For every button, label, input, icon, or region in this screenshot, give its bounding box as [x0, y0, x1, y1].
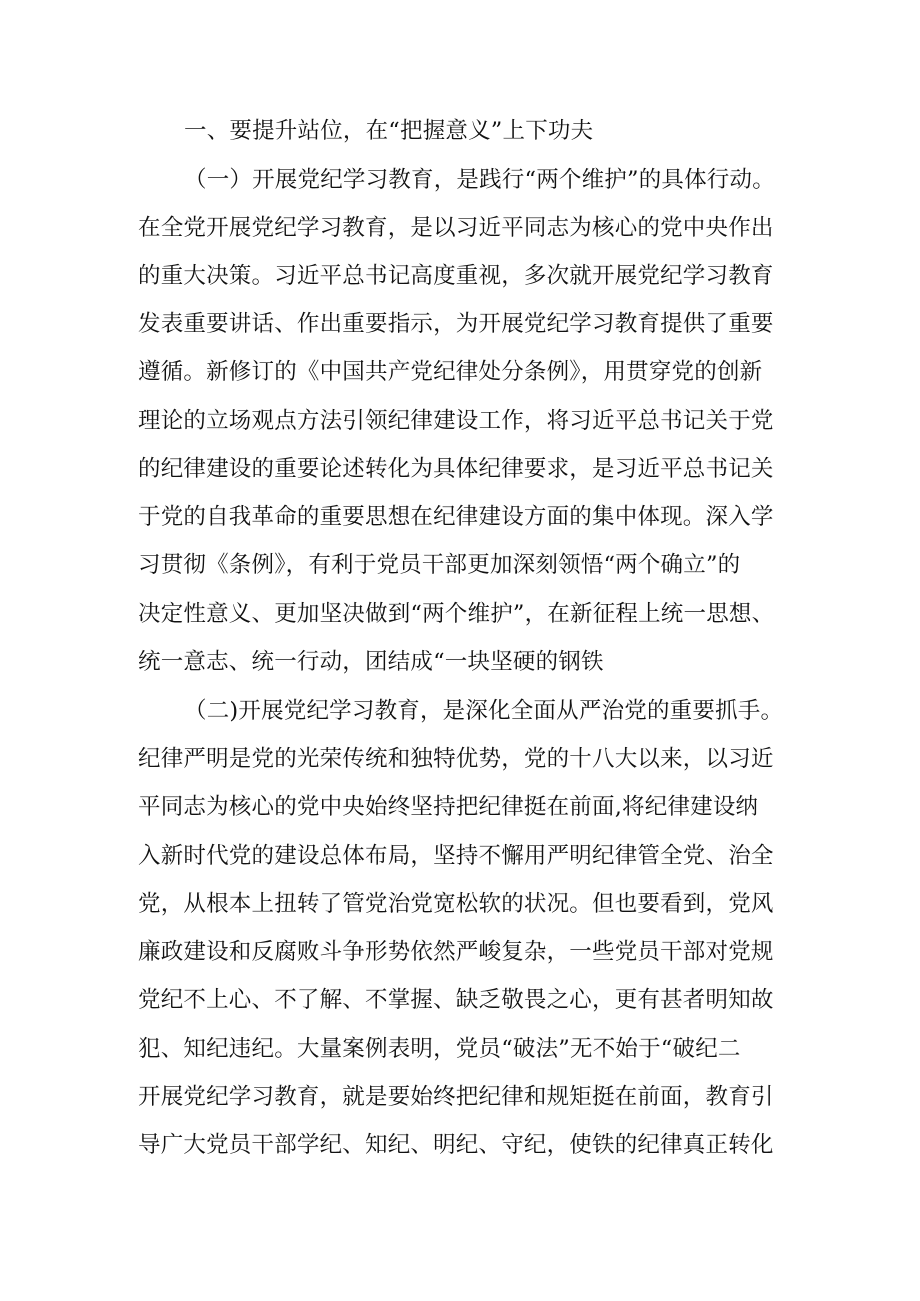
- paragraph-1-line-4: 发表重要讲话、作出重要指示，为开展党纪学习教育提供了重要: [138, 311, 774, 337]
- paragraph-2-line-7: 党纪不上心、不了解、不掌握、缺乏敬畏之心，更有甚者明知故: [138, 987, 774, 1013]
- paragraph-1-line-1: （一）开展党纪学习教育，是践行“两个维护”的具体行动。: [184, 167, 775, 193]
- paragraph-2-line-8: 犯、知纪违纪。大量案例表明，党员“破法”无不始于“破纪二: [138, 1036, 741, 1062]
- paragraph-1-line-10: 决定性意义、更加坚决做到“两个维护”，在新征程上统一思想、: [138, 601, 775, 627]
- paragraph-2-line-2: 纪律严明是党的光荣传统和独特优势，党的十八大以来，以习近: [138, 746, 774, 772]
- paragraph-2-line-4: 入新时代党的建设总体布局，坚持不懈用严明纪律管全党、治全: [138, 843, 774, 869]
- paragraph-2-line-10: 导广大党员干部学纪、知纪、明纪、守纪，使铁的纪律真正转化: [138, 1132, 774, 1158]
- paragraph-2-line-6: 廉政建设和反腐败斗争形势依然严峻复杂，一些党员干部对党规: [138, 939, 774, 965]
- paragraph-1-line-9: 习贯彻《条例》，有利于党员干部更加深刻领悟“两个确立”的: [138, 552, 741, 578]
- paragraph-1-line-5: 遵循。新修订的《中国共产党纪律处分条例》，用贯穿党的创新: [138, 359, 763, 385]
- paragraph-2-line-5: 党，从根本上扭转了管党治党宽松软的状况。但也要看到，党风: [138, 891, 774, 917]
- paragraph-2-line-1: （二)开展党纪学习教育，是深化全面从严治党的重要抓手。: [184, 698, 784, 724]
- paragraph-1-line-7: 的纪律建设的重要论述转化为具体纪律要求，是习近平总书记关: [138, 456, 774, 482]
- paragraph-2-line-9: 开展党纪学习教育，就是要始终把纪律和规矩挺在前面，教育引: [138, 1084, 774, 1110]
- paragraph-1-line-6: 理论的立场观点方法引领纪律建设工作，将习近平总书记关于党: [138, 408, 774, 434]
- section-heading: 一、要提升站位，在“把握意义”上下功夫: [184, 118, 594, 144]
- paragraph-1-line-2: 在全党开展党纪学习教育，是以习近平同志为核心的党中央作出: [138, 215, 774, 241]
- paragraph-1-line-8: 于党的自我革命的重要思想在纪律建设方面的集中体现。深入学: [138, 504, 774, 530]
- paragraph-1-line-11: 统一意志、统一行动，团结成“一块坚硬的钢铁: [138, 649, 604, 675]
- paragraph-1-line-3: 的重大决策。习近平总书记高度重视，多次就开展党纪学习教育: [138, 263, 774, 289]
- paragraph-2-line-3: 平同志为核心的党中央始终坚持把纪律挺在前面,将纪律建设纳: [138, 794, 759, 820]
